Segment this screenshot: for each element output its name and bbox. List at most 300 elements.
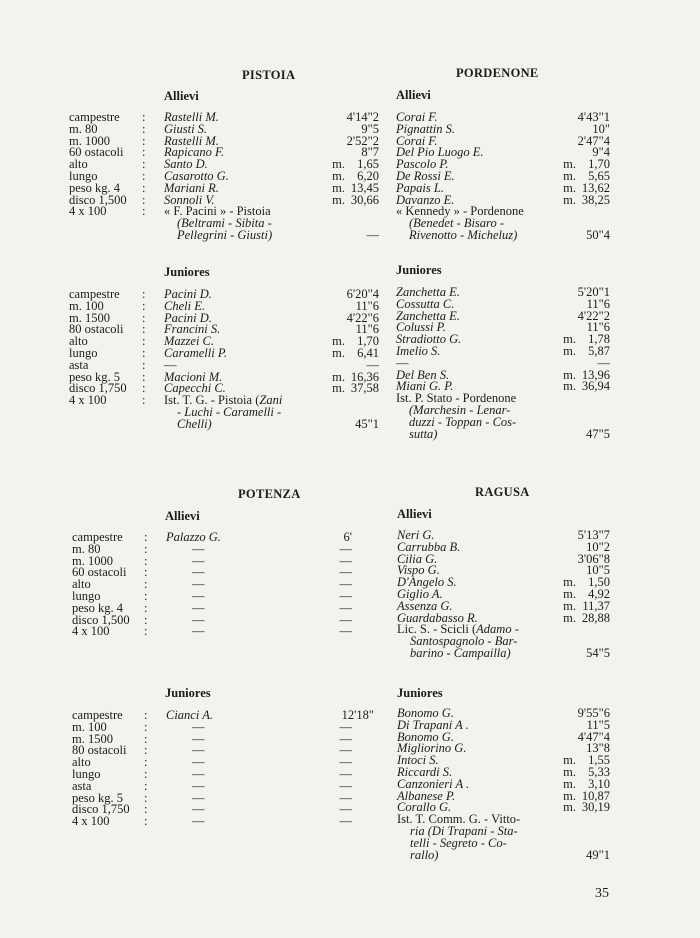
colon-separator: : [142, 168, 146, 183]
result-value: 38,25 [581, 192, 610, 207]
unit-label: m. [563, 379, 576, 394]
potenza-allievi-table [72, 532, 352, 638]
unit-label: m. [563, 753, 576, 768]
result-value: — [339, 719, 352, 734]
result-row [69, 345, 379, 360]
athlete-name: Lic. S. - Scicli ( [397, 622, 477, 637]
result-value: 28,88 [581, 610, 610, 625]
category-allievi-pordenone: Allievi [396, 88, 431, 102]
ragusa-allievi-table [397, 530, 610, 660]
result-value: — [339, 612, 352, 627]
athlete-name: — [192, 719, 205, 734]
result-value: 9'55"6 [577, 706, 610, 720]
athlete-name: Colussi P. [396, 320, 446, 335]
result-value: 1,50 [588, 575, 610, 590]
athlete-name: De Rossi E. [396, 168, 455, 183]
result-value: — [339, 624, 352, 639]
result-row [69, 112, 379, 124]
page-number: 35 [595, 886, 609, 901]
colon-separator: : [144, 565, 148, 580]
result-row [72, 710, 374, 722]
result-value: 5'13"7 [577, 528, 610, 542]
athlete-name: Pellegrini - Giusti) [177, 227, 273, 242]
unit-label: m. [563, 180, 576, 195]
category-allievi-ragusa: Allievi [397, 507, 432, 521]
athlete-name: Ist. T. G. - Pistoia ( [164, 393, 260, 408]
result-row [396, 343, 610, 358]
event-label: alto [69, 157, 88, 172]
colon-separator: : [144, 612, 148, 627]
event-label: campestre [69, 287, 120, 301]
team-line [397, 847, 610, 862]
athlete-name: Caramelli P. [164, 345, 227, 360]
result-value: 13,96 [581, 367, 610, 382]
unit-label: m. [563, 192, 576, 207]
result-value: 50"4 [586, 227, 610, 242]
colon-separator: : [142, 204, 146, 219]
unit-label: m. [332, 180, 345, 195]
result-value: 9"4 [592, 145, 610, 160]
athlete-name: Rivenotto - Micheluz) [409, 227, 518, 242]
athlete-name: (Benedet - Bisaro - [409, 216, 504, 231]
result-row [72, 766, 374, 781]
athlete-name: — [192, 755, 205, 770]
event-label: peso kg. 4 [69, 180, 121, 195]
athlete-name: — [192, 541, 205, 556]
athlete-name: Cossutta C. [396, 296, 455, 311]
unit-label: m. [563, 776, 576, 791]
athlete-name: Miani G. P. [396, 379, 454, 394]
athlete-name: Imelio S. [396, 343, 441, 358]
event-label: 4 x 100 [69, 204, 107, 219]
athlete-name: — [192, 778, 205, 793]
unit-label: m. [563, 332, 576, 347]
event-label: 80 ostacoli [69, 322, 124, 337]
athlete-name: rallo) [410, 847, 439, 862]
event-label: m. 100 [69, 298, 104, 313]
result-value: 1,55 [588, 753, 610, 768]
colon-separator: : [142, 357, 146, 372]
athlete-name: Vispo G. [397, 563, 440, 578]
athlete-name: D'Angelo S. [397, 575, 457, 590]
athlete-name: Chelli) [177, 416, 212, 431]
athlete-name: Bonomo G. [397, 729, 454, 744]
athlete-name: Capecchi C. [164, 381, 226, 396]
event-label: disco 1,750 [69, 381, 127, 396]
athlete-name: — [192, 553, 205, 568]
athlete-name: Cilia G. [397, 551, 438, 566]
event-label: lungo [69, 345, 98, 360]
result-value: 2'52"2 [346, 133, 379, 148]
colon-separator: : [142, 287, 146, 301]
athlete-name: Sonnoli V. [164, 192, 215, 207]
pordenone-allievi-table [396, 112, 610, 242]
athlete-name: Del Pio Luogo E. [396, 145, 484, 160]
unit-label: m. [332, 168, 345, 183]
event-label: m. 1000 [72, 553, 113, 568]
athlete-name: Guardabasso R. [397, 610, 478, 625]
result-value: — [339, 553, 352, 568]
athlete-name: — [192, 731, 205, 746]
athlete-name: Macioni M. [164, 369, 223, 384]
athlete-name: - Luchi - Caramelli - [177, 404, 282, 419]
athlete-name: Neri G. [397, 528, 435, 542]
result-value: 5,87 [588, 343, 610, 358]
result-value: 11"6 [586, 320, 610, 335]
athlete-name: Palazzo G. [166, 530, 221, 544]
event-label: m. 100 [72, 719, 107, 734]
athlete-name: Intoci S. [397, 753, 439, 768]
team-line [69, 416, 379, 431]
athlete-name: Canzonieri A . [397, 776, 470, 791]
category-allievi-potenza: Allievi [165, 509, 200, 523]
result-value: 37,58 [350, 381, 379, 396]
result-value: 11"6 [355, 298, 379, 313]
result-value: 11"6 [355, 322, 379, 337]
athlete-name: Pacini D. [164, 287, 212, 301]
unit-label: m. [332, 157, 345, 172]
athlete-name: Migliorino G. [397, 741, 467, 756]
result-value: 5,33 [588, 764, 610, 779]
event-label: lungo [72, 588, 101, 603]
athlete-name: Carrubba B. [397, 539, 461, 554]
result-value: 5'20"1 [577, 285, 610, 299]
unit-label: m. [563, 343, 576, 358]
result-value: 5,65 [588, 168, 610, 183]
event-label: 60 ostacoli [69, 145, 124, 160]
result-value: 2'47"4 [577, 133, 610, 148]
result-value: — [366, 357, 379, 372]
result-value: — [339, 743, 352, 758]
result-value: 11"6 [586, 296, 610, 311]
result-value: — [339, 588, 352, 603]
colon-separator: : [144, 755, 148, 770]
athlete-name: duzzi - Toppan - Cos- [409, 414, 517, 429]
result-value: 10,87 [581, 788, 610, 803]
result-row [69, 121, 379, 136]
result-row [72, 567, 352, 579]
result-row [72, 757, 374, 769]
athlete-name: Pignattin S. [396, 121, 456, 136]
team-line [396, 426, 610, 441]
result-row [72, 579, 352, 591]
athlete-name: Cheli E. [164, 298, 205, 313]
athlete-name: Pacini D. [164, 310, 212, 325]
result-value: 13,45 [350, 180, 379, 195]
colon-separator: : [144, 743, 148, 758]
athlete-name: telli - Segreto - Co- [410, 835, 507, 850]
category-juniores-pordenone: Juniores [396, 263, 442, 277]
result-value: 4'22"2 [577, 308, 610, 323]
athlete-name: Corai F. [396, 133, 438, 148]
category-juniores-ragusa: Juniores [397, 686, 443, 700]
result-value: 30,19 [581, 800, 610, 815]
athlete-name: Albanese P. [397, 788, 456, 803]
result-value: — [366, 227, 379, 242]
athlete-name: Zani [259, 393, 283, 408]
section-title-potenza: POTENZA [238, 487, 301, 501]
result-row [69, 298, 379, 313]
result-value: — [339, 731, 352, 746]
unit-label: m. [563, 764, 576, 779]
athlete-name: Mazzei C. [164, 334, 214, 349]
event-label: 4 x 100 [72, 814, 110, 829]
event-label: disco 1,750 [72, 802, 130, 817]
result-value: — [339, 755, 352, 770]
athlete-name: Riccardi S. [397, 764, 453, 779]
colon-separator: : [144, 719, 148, 734]
athlete-name: « F. Pacini » - Pistoia [164, 204, 271, 219]
result-value: 10" [592, 121, 610, 136]
section-title-ragusa: RAGUSA [475, 485, 530, 499]
colon-separator: : [144, 778, 148, 793]
result-row [72, 719, 374, 734]
unit-label: m. [332, 192, 345, 207]
result-row [69, 289, 379, 301]
athlete-name: — [192, 624, 205, 639]
athlete-name: Francini S. [164, 322, 221, 337]
athlete-name: (Marchesin - Lenar- [409, 402, 511, 417]
category-juniores-potenza: Juniores [165, 686, 211, 700]
athlete-name: « Kennedy » - Pordenone [396, 204, 524, 219]
athlete-name: Zanchetta E. [396, 308, 460, 323]
colon-separator: : [142, 180, 146, 195]
section-title-pordenone: PORDENONE [456, 66, 539, 80]
colon-separator: : [144, 624, 148, 639]
result-row [72, 804, 374, 816]
athlete-name: — [396, 355, 409, 370]
unit-label: m. [563, 367, 576, 382]
event-label: m. 80 [69, 121, 98, 136]
event-label: peso kg. 4 [72, 600, 124, 615]
result-value: 4'14"2 [346, 110, 379, 124]
athlete-name: Corallo G. [397, 800, 452, 815]
athlete-name: Di Trapani A . [397, 717, 469, 732]
result-value: 11,37 [582, 598, 610, 613]
result-value: 1,70 [588, 157, 610, 172]
athlete-name: sutta) [409, 426, 438, 441]
result-row [72, 612, 352, 627]
pistoia-juniores-table [69, 289, 379, 431]
event-label: peso kg. 5 [72, 790, 124, 805]
unit-label: m. [332, 381, 345, 396]
result-value: 47"5 [586, 426, 610, 441]
colon-separator: : [142, 110, 146, 124]
result-value: 4'43"1 [577, 110, 610, 124]
colon-separator: : [144, 530, 148, 544]
athlete-name: Del Ben S. [396, 367, 450, 382]
event-label: campestre [72, 530, 123, 544]
result-value: — [597, 355, 610, 370]
colon-separator: : [144, 814, 148, 829]
event-label: 4 x 100 [69, 393, 107, 408]
team-line [69, 404, 379, 419]
athlete-name: barino - Campailla) [410, 645, 511, 660]
colon-separator: : [142, 121, 146, 136]
result-value: — [339, 790, 352, 805]
athlete-name: Mariani R. [164, 180, 219, 195]
result-row [72, 745, 374, 757]
unit-label: m. [563, 598, 576, 613]
result-value: 10"2 [586, 539, 610, 554]
athlete-name: Adamo - [476, 622, 519, 637]
colon-separator: : [144, 600, 148, 615]
result-value: 1,78 [588, 332, 610, 347]
result-value: 12'18" [341, 708, 374, 722]
colon-separator: : [142, 393, 146, 408]
athlete-name: — [192, 588, 205, 603]
event-label: campestre [72, 708, 123, 722]
category-juniores-pistoia: Juniores [164, 265, 210, 279]
result-row [72, 626, 352, 638]
athlete-name: Ist. T. Comm. G. - Vitto- [397, 812, 521, 827]
result-value: 49"1 [586, 847, 610, 862]
athlete-name: — [192, 743, 205, 758]
athlete-name: Casarotto G. [164, 168, 229, 183]
result-value: 45"1 [355, 416, 379, 431]
unit-label: m. [332, 369, 345, 384]
result-value: 6,20 [357, 168, 379, 183]
result-value: 36,94 [581, 379, 610, 394]
section-title-pistoia: PISTOIA [242, 68, 296, 82]
result-value: 4,92 [588, 586, 610, 601]
athlete-name: Cianci A. [166, 708, 213, 722]
athlete-name: — [192, 814, 205, 829]
colon-separator: : [142, 381, 146, 396]
result-value: — [339, 600, 352, 615]
colon-separator: : [142, 334, 146, 349]
unit-label: m. [563, 157, 576, 172]
athlete-name: Rastelli M. [164, 110, 219, 124]
athlete-name: Santospagnolo - Bar- [410, 634, 518, 649]
event-label: lungo [69, 168, 98, 183]
event-label: 60 ostacoli [72, 565, 127, 580]
colon-separator: : [142, 322, 146, 337]
event-label: m. 80 [72, 541, 101, 556]
result-row [72, 816, 374, 828]
event-label: m. 1000 [69, 133, 110, 148]
colon-separator: : [144, 731, 148, 746]
result-value: 3'06"8 [577, 551, 610, 566]
result-value: 1,70 [357, 334, 379, 349]
result-value: 1,65 [357, 157, 379, 172]
colon-separator: : [142, 310, 146, 325]
unit-label: m. [563, 586, 576, 601]
result-value: — [339, 814, 352, 829]
team-line [396, 227, 610, 242]
athlete-name: Papais L. [396, 180, 444, 195]
unit-label: m. [332, 334, 345, 349]
event-label: peso kg. 5 [69, 369, 121, 384]
athlete-name: Giglio A. [397, 586, 443, 601]
athlete-name: Ist. P. Stato - Pordenone [396, 391, 517, 406]
unit-label: m. [563, 800, 576, 815]
athlete-name: (Beltrami - Sibita - [177, 216, 272, 231]
athlete-name: Zanchetta E. [396, 285, 460, 299]
athlete-name: — [192, 790, 205, 805]
event-label: alto [72, 577, 91, 592]
athlete-name: — [192, 802, 205, 817]
potenza-juniores-table [72, 710, 374, 828]
result-value: 3,10 [588, 776, 610, 791]
colon-separator: : [144, 553, 148, 568]
unit-label: m. [563, 788, 576, 803]
colon-separator: : [144, 588, 148, 603]
colon-separator: : [142, 345, 146, 360]
athlete-name: Rastelli M. [164, 133, 219, 148]
result-value: — [339, 778, 352, 793]
event-label: disco 1,500 [69, 192, 127, 207]
athlete-name: — [192, 565, 205, 580]
result-value: 10"5 [586, 563, 610, 578]
athlete-name: — [192, 612, 205, 627]
result-value: — [339, 766, 352, 781]
event-label: asta [72, 778, 92, 793]
event-label: m. 1500 [72, 731, 113, 746]
ragusa-juniores-table [397, 708, 610, 861]
result-value: 13"8 [586, 741, 610, 756]
result-value: — [339, 541, 352, 556]
unit-label: m. [332, 345, 345, 360]
result-value: 16,36 [350, 369, 379, 384]
athlete-name: Rapicano F. [164, 145, 225, 160]
unit-label: m. [563, 575, 576, 590]
result-value: 8"7 [361, 145, 379, 160]
result-value: 6,41 [357, 345, 379, 360]
result-value: — [339, 577, 352, 592]
result-value: 6'20"4 [346, 287, 379, 301]
result-value: — [339, 565, 352, 580]
colon-separator: : [144, 790, 148, 805]
athlete-name: Stradiotto G. [396, 332, 462, 347]
team-line [69, 227, 379, 242]
category-allievi-pistoia: Allievi [164, 89, 199, 103]
colon-separator: : [142, 369, 146, 384]
colon-separator: : [142, 298, 146, 313]
athlete-name: Giusti S. [164, 121, 208, 136]
team-line [397, 645, 610, 660]
colon-separator: : [142, 192, 146, 207]
athlete-name: Santo D. [164, 157, 208, 172]
colon-separator: : [144, 577, 148, 592]
athlete-name: Davanzo E. [396, 192, 455, 207]
athlete-name: — [164, 357, 177, 372]
athlete-name: — [192, 766, 205, 781]
event-label: lungo [72, 766, 101, 781]
colon-separator: : [144, 541, 148, 556]
athlete-name: — [192, 600, 205, 615]
result-value: 54"5 [586, 645, 610, 660]
result-row [72, 532, 352, 544]
colon-separator: : [144, 766, 148, 781]
result-value: 11"5 [586, 717, 610, 732]
athlete-name: ria (Di Trapani - Sta- [410, 823, 518, 838]
result-value: — [339, 802, 352, 817]
pordenone-juniores-table [396, 287, 610, 440]
colon-separator: : [142, 157, 146, 172]
event-label: alto [72, 755, 91, 770]
event-label: m. 1500 [69, 310, 110, 325]
unit-label: m. [563, 168, 576, 183]
athlete-name: — [192, 577, 205, 592]
result-value: 13,62 [581, 180, 610, 195]
result-row [72, 541, 352, 556]
colon-separator: : [144, 708, 148, 722]
event-label: 80 ostacoli [72, 743, 127, 758]
event-label: 4 x 100 [72, 624, 110, 639]
athlete-name: Assenza G. [397, 598, 453, 613]
result-value: 9"5 [361, 121, 379, 136]
